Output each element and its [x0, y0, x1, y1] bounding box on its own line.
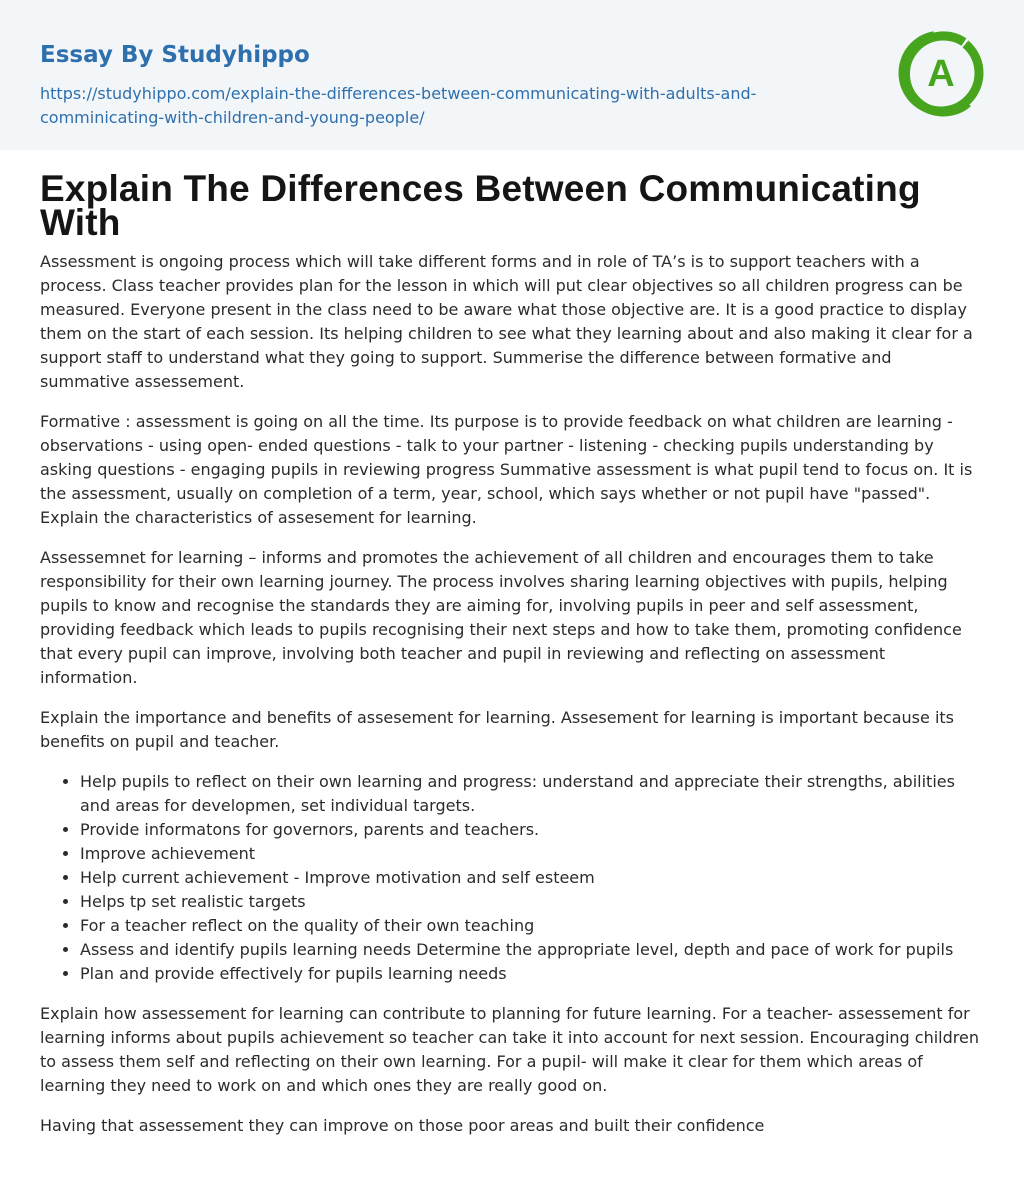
source-link-line-1: https://studyhippo.com/explain-the-differences-between-communicating-with-adults-and-: [40, 84, 757, 103]
list-item: • Plan and provide effectively for pupils learning needs: [80, 962, 984, 986]
article: [0, 168, 1024, 1138]
list-item: • Assess and identify pupils learning needs Determine the appropriate level, depth and pace of work for pupils: [80, 938, 984, 962]
list-item: • Provide informatons for governors, parents and teachers.: [80, 818, 984, 842]
benefits-list: [40, 770, 984, 986]
source-link[interactable]: [40, 82, 820, 130]
paragraph: Formative : assessment is going on all the time. Its purpose is to provide feedback on what children are learning - observations - using open- ended questions - talk to your partner - listening - checking pupils understanding by asking questions - engaging pupils in reviewing progress Summative assessment is what pupil tend to focus on. It is the assessment, usually on completion of a term, year, school, which says whether or not pupil have "passed". Explain the characteristics of assesement for learning.: [40, 412, 973, 527]
article-title: Explain The Differences Between Communicating With: [40, 168, 921, 243]
list-item: • Helps tp set realistic targets: [80, 890, 984, 914]
brand-title: Essay By Studyhippo: [40, 42, 310, 68]
logo-letter: A: [927, 53, 955, 95]
paragraph: Having that assessement they can improve on those poor areas and built their confidence: [40, 1116, 765, 1135]
list-item: • Help pupils to reflect on their own learning and progress: understand and appreciate their strengths, abilities and areas for developmen, set individual targets.: [80, 770, 984, 818]
paragraph: Explain the importance and benefits of assesement for learning. Assesement for learning is important because its benefits on pupil and teacher.: [40, 708, 954, 751]
paragraph: Assessment is ongoing process which will take different forms and in role of TA’s is to support teachers with a process. Class teacher provides plan for the lesson in which will put clear objectives so all children progress can be measured. Everyone present in the class need to be aware what those objective are. It is a good practice to display them on the start of each session. Its helping children to see what they learning about and also making it clear for a support staff to understand what they going to support. Summerise the difference between formative and summative assessement.: [40, 252, 973, 391]
paragraph: Explain how assessement for learning can contribute to planning for future learning. For a teacher- assessement for learning informs about pupils achievement so teacher can take it into account for next session. Encouraging children to assess them self and reflecting on their own learning. For a pupil- will make it clear for them which areas of learning they need to work on and which ones they are really good on.: [40, 1004, 979, 1095]
source-link-line-2: comminicating-with-children-and-young-people/: [40, 108, 425, 127]
list-item: • Improve achievement: [80, 842, 984, 866]
list-item: • For a teacher reflect on the quality of their own teaching: [80, 914, 984, 938]
paragraph: Assessemnet for learning – informs and promotes the achievement of all children and encourages them to take responsibility for their own learning journey. The process involves sharing learning objectives with pupils, helping pupils to know and recognise the standards they are aiming for, involving pupils in peer and self assessment, providing feedback which leads to pupils recognising their next steps and how to take them, promoting confidence that every pupil can improve, involving both teacher and pupil in reviewing and reflecting on assessment information.: [40, 548, 962, 687]
studyhippo-logo-icon: [896, 28, 986, 118]
list-item: • Help current achievement - Improve motivation and self esteem: [80, 866, 984, 890]
page-header: [0, 0, 1024, 150]
